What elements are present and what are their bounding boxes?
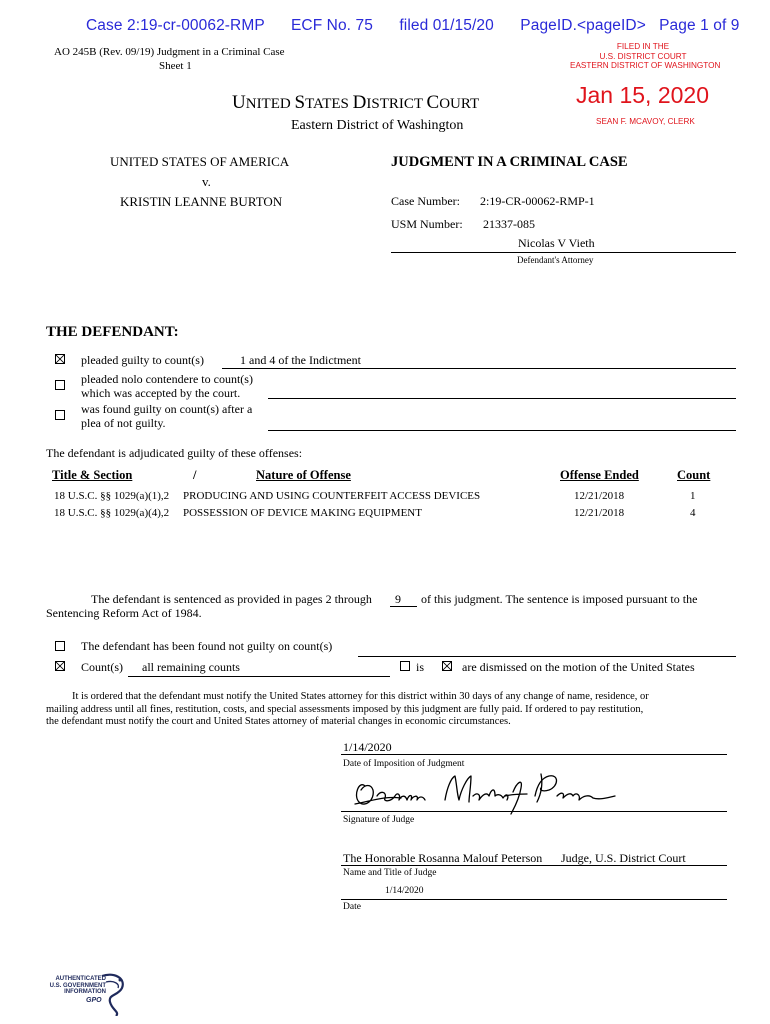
header-nature: Nature of Offense [256, 468, 351, 482]
pleaded-guilty-line [222, 368, 736, 369]
usm-number: 21337-085 [483, 217, 535, 231]
not-guilty-label: The defendant has been found not guilty on count(s) [81, 639, 333, 653]
nolo-checkbox[interactable] [55, 380, 65, 390]
imposition-line [341, 754, 727, 755]
district-name: Eastern District of Washington [291, 118, 464, 133]
not-guilty-checkbox[interactable] [55, 641, 65, 651]
are-checkbox[interactable] [442, 661, 452, 671]
imposition-label: Date of Imposition of Judgment [343, 759, 465, 769]
dismissed-counts: all remaining counts [142, 660, 240, 674]
filed-stamp [570, 42, 721, 71]
row-count: 1 [690, 490, 696, 502]
sheet-number: Sheet 1 [159, 60, 192, 72]
usm-number-label: USM Number: [391, 217, 463, 231]
dismissed-line [128, 676, 390, 677]
row-ended: 12/21/2018 [574, 490, 625, 502]
judge-signature [345, 766, 620, 816]
name-title-label: Name and Title of Judge [343, 868, 437, 878]
adjudicated-text: The defendant is adjudicated guilty of these offenses: [46, 446, 303, 460]
header-count: Count [677, 468, 711, 482]
is-label: is [416, 660, 425, 674]
dismissed-checkbox[interactable] [55, 661, 65, 671]
is-checkbox[interactable] [400, 661, 410, 671]
date-label: Date [343, 902, 361, 912]
header-title-section: Title & Section [52, 468, 133, 482]
nolo-label: pleaded nolo contendere to count(s) [81, 372, 253, 386]
judgment-title: JUDGMENT IN A CRIMINAL CASE [391, 154, 628, 170]
filed-stamp-line1: FILED IN THE [616, 42, 670, 51]
ecf-header: Case 2:19-cr-00062-RMP ECF No. 75 filed 01/15/20 PageID.<pageID> Page 1 of 9 [86, 17, 740, 34]
attorney-name: Nicolas V Vieth [518, 236, 595, 250]
order-text-2: mailing address until all fines, restitution, costs, and special assessments imposed by this judgment are fully paid. If ordered to pay restitution, [46, 704, 644, 715]
case-number: 2:19-CR-00062-RMP-1 [480, 194, 595, 208]
dismissed-label: Count(s) [81, 660, 123, 674]
defendant-heading: THE DEFENDANT: [46, 324, 179, 340]
order-text-3: the defendant must notify the court and United States attorney of material changes in economic circumstances. [46, 716, 511, 727]
found-guilty-checkbox[interactable] [55, 410, 65, 420]
court-name: UNITED STATES DISTRICT COURT [232, 92, 480, 113]
gpo-logo-text: AUTHENTICATED U.S. GOVERNMENT INFORMATION [49, 976, 106, 996]
sentence-text-3: Sentencing Reform Act of 1984. [46, 606, 202, 620]
order-text-1: It is ordered that the defendant must notify the United States attorney for this district within 30 days of any change of name, residence, or [72, 691, 649, 702]
row-ended: 12/21/2018 [574, 507, 625, 519]
header-offense-ended: Offense Ended [560, 468, 639, 482]
sentence-text-2: of this judgment. The sentence is imposed pursuant to the [421, 592, 698, 606]
found-guilty-label: was found guilty on count(s) after a [81, 402, 253, 416]
filed-date: Jan 15, 2020 [576, 82, 710, 108]
row-title: 18 U.S.C. §§ 1029(a)(1),2 [54, 490, 170, 502]
found-guilty-label-2: plea of not guilty. [81, 416, 166, 430]
row-title: 18 U.S.C. §§ 1029(a)(4),2 [54, 507, 170, 519]
eagle-icon [98, 972, 128, 1016]
signature-line [341, 811, 727, 812]
defendant-name: KRISTIN LEANNE BURTON [120, 194, 283, 209]
clerk-name: SEAN F. MCAVOY, CLERK [596, 117, 695, 126]
date-line [341, 899, 727, 900]
sentence-pages-line [390, 606, 417, 607]
nolo-line [268, 398, 736, 399]
sentence-text-1: The defendant is sentenced as provided in pages 2 through [91, 592, 372, 606]
judge-title: Judge, U.S. District Court [561, 851, 686, 865]
row-count: 4 [690, 507, 696, 519]
versus: v. [202, 174, 211, 189]
attorney-line [391, 252, 736, 253]
judge-name-line [341, 865, 727, 866]
sentence-pages: 9 [395, 592, 401, 606]
pleaded-guilty-label: pleaded guilty to count(s) [81, 353, 204, 367]
filed-stamp-line3: EASTERN DISTRICT OF WASHINGTON [570, 61, 721, 71]
judge-name: The Honorable Rosanna Malouf Peterson [343, 851, 543, 865]
filed-stamp-line2: U.S. DISTRICT COURT [599, 51, 687, 61]
gpo-label: GPO [86, 997, 102, 1004]
plaintiff: UNITED STATES OF AMERICA [110, 154, 290, 169]
signature-label: Signature of Judge [343, 815, 415, 825]
pleaded-guilty-checkbox[interactable] [55, 354, 65, 364]
attorney-label: Defendant's Attorney [517, 255, 594, 265]
not-guilty-line [358, 656, 736, 657]
pleaded-guilty-counts: 1 and 4 of the Indictment [240, 353, 361, 367]
case-number-label: Case Number: [391, 194, 460, 208]
imposition-date: 1/14/2020 [343, 740, 392, 754]
row-nature: POSSESSION OF DEVICE MAKING EQUIPMENT [183, 507, 422, 519]
form-id: AO 245B (Rev. 09/19) Judgment in a Criminal Case [54, 46, 285, 58]
found-guilty-line [268, 430, 736, 431]
row-nature: PRODUCING AND USING COUNTERFEIT ACCESS DEVICES [183, 490, 481, 502]
are-label: are dismissed on the motion of the United States [462, 660, 695, 674]
nolo-label-2: which was accepted by the court. [81, 386, 241, 400]
signature-date: 1/14/2020 [385, 886, 424, 896]
header-slash: / [193, 468, 197, 482]
